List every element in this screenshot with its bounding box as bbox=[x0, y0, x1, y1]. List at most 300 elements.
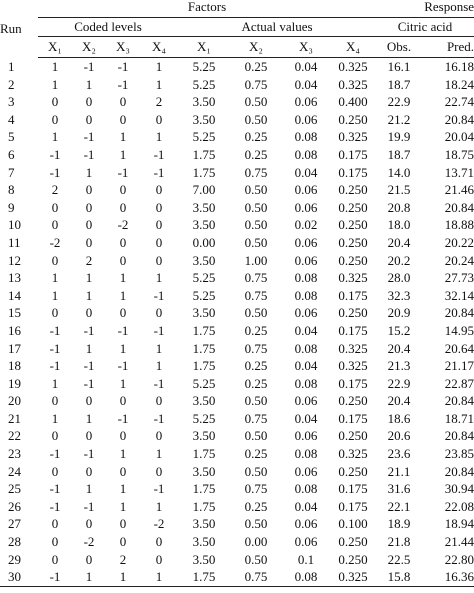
cell-actual-x2: 0.75 bbox=[244, 410, 268, 426]
cell-coded-x2: 0 bbox=[85, 217, 93, 233]
cell-coded-x2: 0 bbox=[85, 199, 93, 215]
table-row bbox=[0, 287, 474, 305]
cell-coded-x2: 0 bbox=[85, 111, 93, 127]
table-row bbox=[0, 199, 474, 217]
cell-actual-x3: 0.06 bbox=[294, 393, 318, 409]
cell-actual-x3: 0.08 bbox=[294, 340, 318, 356]
cell-actual-x3: 0.04 bbox=[294, 59, 318, 74]
cell-actual-x1: 5.25 bbox=[192, 270, 216, 286]
cell-actual-x2: 0.75 bbox=[244, 270, 268, 286]
cell-coded-x2: 1 bbox=[85, 76, 93, 92]
cell-actual-x3: 0.04 bbox=[294, 410, 318, 426]
cell-coded-x2: 1 bbox=[85, 481, 93, 497]
cell-predicted: 20.64 bbox=[444, 340, 474, 356]
cell-observed: 22.1 bbox=[387, 498, 411, 514]
cell-actual-x1: 0.00 bbox=[192, 234, 216, 250]
cell-coded-x1: 0 bbox=[51, 217, 59, 233]
cell-predicted: 20.84 bbox=[444, 463, 474, 479]
cell-coded-x1: -1 bbox=[49, 146, 61, 162]
cell-actual-x2: 0.25 bbox=[244, 146, 268, 162]
cell-predicted: 13.71 bbox=[444, 164, 474, 180]
cell-run-number: 10 bbox=[8, 217, 21, 233]
cell-predicted: 20.84 bbox=[444, 428, 474, 444]
cell-actual-x3: 0.04 bbox=[294, 358, 318, 374]
cell-coded-x2: 0 bbox=[85, 182, 93, 198]
cell-run-number: 8 bbox=[8, 182, 15, 198]
cell-coded-x3: -1 bbox=[117, 322, 129, 338]
table-row bbox=[0, 445, 474, 463]
cell-run-number: 7 bbox=[8, 164, 15, 180]
cell-observed: 28.0 bbox=[387, 270, 411, 286]
cell-actual-x1: 3.50 bbox=[192, 305, 216, 321]
cell-observed: 20.8 bbox=[387, 199, 411, 215]
cell-coded-x4: 1 bbox=[155, 270, 163, 286]
cell-coded-x2: -1 bbox=[83, 446, 95, 462]
cell-predicted: 32.14 bbox=[444, 287, 474, 303]
cell-predicted: 16.36 bbox=[422, 568, 474, 586]
table-row bbox=[0, 58, 474, 76]
cell-actual-x3: 0.06 bbox=[294, 463, 318, 479]
cell-coded-x2: -1 bbox=[83, 146, 95, 162]
cell-coded-x1: -1 bbox=[49, 358, 61, 374]
cell-actual-x1: 3.50 bbox=[192, 393, 216, 409]
table-row bbox=[0, 234, 474, 252]
cell-actual-x3: 0.06 bbox=[294, 305, 318, 321]
cell-actual-x1: 1.75 bbox=[178, 568, 230, 586]
cell-observed: 32.3 bbox=[387, 287, 411, 303]
cell-predicted: 14.95 bbox=[444, 322, 474, 338]
cell-predicted: 20.22 bbox=[444, 234, 474, 250]
cell-actual-x3: 0.06 bbox=[294, 199, 318, 215]
table-row bbox=[0, 357, 474, 375]
table-row bbox=[0, 392, 474, 410]
cell-actual-x2: 0.50 bbox=[244, 305, 268, 321]
cell-run-number: 13 bbox=[8, 270, 21, 286]
cell-coded-x3: 0 bbox=[119, 252, 127, 268]
cell-run-number: 1 bbox=[8, 58, 15, 74]
cell-coded-x3: 1 bbox=[119, 340, 127, 356]
cell-run-number: 3 bbox=[8, 94, 15, 110]
table-row bbox=[0, 216, 474, 234]
actual-values-header: Actual values bbox=[178, 18, 376, 37]
column-header-actual-x2: X₂ bbox=[230, 37, 282, 58]
table-row bbox=[0, 322, 474, 340]
cell-coded-x4: -2 bbox=[153, 516, 165, 532]
column-header-actual-x3: X₃ bbox=[282, 37, 330, 58]
cell-run-number: 23 bbox=[8, 446, 21, 462]
cell-coded-x3: 1 bbox=[119, 481, 127, 497]
cell-actual-x2: 0.50 bbox=[244, 463, 268, 479]
cell-coded-x2: 1 bbox=[85, 340, 93, 356]
cell-coded-x1: 1 bbox=[51, 287, 59, 303]
cell-actual-x4: 0.250 bbox=[338, 463, 368, 479]
cell-actual-x3: 0.1 bbox=[297, 551, 315, 567]
cell-coded-x4: 1 bbox=[155, 498, 163, 514]
cell-observed: 22.5 bbox=[387, 551, 411, 567]
table-row bbox=[0, 463, 474, 481]
table-row bbox=[0, 128, 474, 146]
cell-coded-x4: 0 bbox=[155, 305, 163, 321]
cell-coded-x4: -1 bbox=[153, 164, 165, 180]
table-row bbox=[0, 410, 474, 428]
cell-actual-x2: 1.00 bbox=[244, 252, 268, 268]
table-row bbox=[0, 340, 474, 358]
cell-run-number: 15 bbox=[8, 305, 21, 321]
table-row bbox=[0, 515, 474, 533]
cell-coded-x1: 0 bbox=[51, 463, 59, 479]
cell-run-number: 5 bbox=[8, 129, 15, 145]
cell-coded-x3: 0 bbox=[119, 111, 127, 127]
cell-predicted: 20.24 bbox=[444, 252, 474, 268]
cell-coded-x2: 0 bbox=[85, 463, 93, 479]
cell-actual-x2: 0.50 bbox=[244, 516, 268, 532]
cell-actual-x3: 0.08 bbox=[294, 146, 318, 162]
cell-run-number: 9 bbox=[8, 199, 15, 215]
cell-actual-x3: 0.08 bbox=[294, 270, 318, 286]
column-header-predicted: Pred. bbox=[422, 37, 474, 58]
cell-coded-x4: -1 bbox=[153, 375, 165, 391]
cell-coded-x3: -1 bbox=[117, 164, 129, 180]
cell-coded-x3: 0 bbox=[119, 305, 127, 321]
cell-actual-x4: 0.250 bbox=[338, 393, 368, 409]
cell-actual-x4: 0.175 bbox=[338, 164, 368, 180]
cell-actual-x2: 0.25 bbox=[244, 358, 268, 374]
run-header: Run bbox=[0, 20, 22, 36]
cell-predicted: 30.94 bbox=[444, 481, 474, 497]
cell-actual-x4: 0.175 bbox=[338, 322, 368, 338]
cell-predicted: 18.71 bbox=[444, 410, 474, 426]
cell-observed: 21.1 bbox=[387, 463, 411, 479]
cell-actual-x4: 0.250 bbox=[338, 305, 368, 321]
cell-coded-x2: 0 bbox=[85, 516, 93, 532]
cell-run-number: 21 bbox=[8, 410, 21, 426]
table-row bbox=[0, 568, 474, 586]
cell-coded-x4: 0 bbox=[155, 234, 163, 250]
cell-coded-x1: 0 bbox=[51, 252, 59, 268]
cell-predicted: 22.74 bbox=[444, 94, 474, 110]
cell-coded-x4: -1 bbox=[153, 287, 165, 303]
cell-actual-x4: 0.250 bbox=[338, 252, 368, 268]
cell-actual-x3: 0.06 bbox=[294, 94, 318, 110]
cell-actual-x3: 0.08 bbox=[294, 129, 318, 145]
response-header: Response bbox=[376, 0, 474, 18]
cell-actual-x4: 0.325 bbox=[330, 568, 376, 586]
cell-coded-x3: 1 bbox=[119, 446, 127, 462]
cell-coded-x3: 0 bbox=[119, 94, 127, 110]
cell-coded-x4: 0 bbox=[155, 252, 163, 268]
cell-actual-x3: 0.06 bbox=[294, 111, 318, 127]
cell-actual-x2: 0.50 bbox=[244, 111, 268, 127]
cell-coded-x1: -1 bbox=[49, 498, 61, 514]
cell-coded-x1: 1 bbox=[51, 410, 59, 426]
cell-coded-x4: -1 bbox=[153, 146, 165, 162]
cell-observed: 23.6 bbox=[387, 446, 411, 462]
cell-coded-x4: 1 bbox=[155, 358, 163, 374]
cell-coded-x2: 0 bbox=[85, 551, 93, 567]
cell-run-number: 28 bbox=[8, 534, 21, 550]
cell-coded-x3: -1 bbox=[117, 410, 129, 426]
cell-coded-x3: 2 bbox=[119, 551, 127, 567]
cell-coded-x1: 0 bbox=[51, 428, 59, 444]
cell-coded-x2: -1 bbox=[83, 129, 95, 145]
cell-observed: 20.6 bbox=[387, 428, 411, 444]
cell-actual-x2: 0.75 bbox=[244, 164, 268, 180]
cell-coded-x4: -1 bbox=[153, 481, 165, 497]
cell-predicted: 18.75 bbox=[444, 146, 474, 162]
cell-predicted: 22.08 bbox=[444, 498, 474, 514]
cell-coded-x4: 1 bbox=[155, 129, 163, 145]
cell-actual-x4: 0.250 bbox=[338, 182, 368, 198]
cell-coded-x1: 0 bbox=[51, 111, 59, 127]
cell-observed: 21.8 bbox=[387, 534, 411, 550]
cell-coded-x4: 0 bbox=[155, 428, 163, 444]
cell-coded-x1: 2 bbox=[51, 182, 59, 198]
cell-coded-x3: 1 bbox=[119, 129, 127, 145]
cell-actual-x2: 0.75 bbox=[244, 287, 268, 303]
cell-predicted: 23.85 bbox=[444, 446, 474, 462]
cell-coded-x4: 0 bbox=[155, 551, 163, 567]
cell-actual-x3: 0.08 bbox=[282, 568, 330, 586]
cell-coded-x1: 1 bbox=[51, 375, 59, 391]
cell-actual-x2: 0.50 bbox=[244, 182, 268, 198]
cell-actual-x2: 0.75 bbox=[230, 568, 282, 586]
cell-run-number: 22 bbox=[8, 428, 21, 444]
cell-actual-x1: 5.25 bbox=[192, 59, 216, 74]
cell-coded-x2: 1 bbox=[85, 270, 93, 286]
table-row bbox=[0, 427, 474, 445]
cell-actual-x4: 0.250 bbox=[338, 551, 368, 567]
cell-actual-x4: 0.325 bbox=[338, 358, 368, 374]
table-row bbox=[0, 498, 474, 516]
cell-predicted: 18.88 bbox=[444, 217, 474, 233]
cell-actual-x4: 0.325 bbox=[338, 446, 368, 462]
cell-predicted: 21.17 bbox=[444, 358, 474, 374]
cell-observed: 20.4 bbox=[387, 340, 411, 356]
cell-observed: 31.6 bbox=[387, 481, 411, 497]
cell-actual-x3: 0.04 bbox=[294, 76, 318, 92]
cell-actual-x4: 0.325 bbox=[338, 270, 368, 286]
cell-coded-x3: 0 bbox=[119, 393, 127, 409]
cell-observed: 18.7 bbox=[387, 76, 411, 92]
cell-actual-x4: 0.325 bbox=[338, 129, 368, 145]
table-row bbox=[0, 93, 474, 111]
cell-coded-x4: 1 bbox=[140, 568, 178, 586]
cell-predicted: 20.04 bbox=[444, 129, 474, 145]
cell-coded-x4: 0 bbox=[155, 393, 163, 409]
cell-run-number: 25 bbox=[8, 481, 21, 497]
cell-coded-x2: -1 bbox=[83, 322, 95, 338]
cell-coded-x4: 0 bbox=[155, 199, 163, 215]
cell-actual-x3: 0.06 bbox=[294, 182, 318, 198]
cell-coded-x2: 0 bbox=[85, 234, 93, 250]
cell-coded-x1: 1 bbox=[51, 129, 59, 145]
cell-coded-x4: 0 bbox=[155, 217, 163, 233]
cell-predicted: 16.18 bbox=[444, 59, 474, 74]
cell-actual-x2: 0.50 bbox=[244, 94, 268, 110]
cell-observed: 20.2 bbox=[387, 252, 411, 268]
cell-actual-x4: 0.250 bbox=[338, 428, 368, 444]
table-row bbox=[0, 181, 474, 199]
cell-run-number: 27 bbox=[8, 516, 21, 532]
cell-actual-x2: 0.50 bbox=[244, 217, 268, 233]
cell-coded-x3: 1 bbox=[119, 498, 127, 514]
cell-coded-x1: 1 bbox=[51, 59, 59, 74]
cell-predicted: 18.94 bbox=[444, 516, 474, 532]
cell-coded-x1: 0 bbox=[51, 305, 59, 321]
cell-run-number: 24 bbox=[8, 463, 21, 479]
cell-observed: 21.2 bbox=[387, 111, 411, 127]
cell-actual-x2: 0.50 bbox=[244, 199, 268, 215]
cell-coded-x4: 1 bbox=[155, 76, 163, 92]
citric-acid-header: Citric acid bbox=[376, 18, 474, 37]
cell-coded-x1: -1 bbox=[49, 446, 61, 462]
cell-actual-x1: 3.50 bbox=[192, 252, 216, 268]
cell-actual-x1: 3.50 bbox=[192, 199, 216, 215]
cell-actual-x1: 3.50 bbox=[192, 217, 216, 233]
cell-coded-x1: -1 bbox=[49, 164, 61, 180]
cell-coded-x3: -1 bbox=[117, 358, 129, 374]
cell-actual-x2: 0.50 bbox=[244, 234, 268, 250]
cell-coded-x3: 1 bbox=[119, 287, 127, 303]
cell-coded-x3: -2 bbox=[117, 217, 129, 233]
cell-coded-x4: 1 bbox=[155, 446, 163, 462]
cell-actual-x3: 0.08 bbox=[294, 287, 318, 303]
cell-observed: 21.3 bbox=[387, 358, 411, 374]
cell-coded-x3: 0 bbox=[119, 234, 127, 250]
cell-predicted: 20.84 bbox=[444, 393, 474, 409]
column-header-row bbox=[0, 37, 474, 58]
cell-coded-x3: 0 bbox=[119, 534, 127, 550]
cell-coded-x1: 0 bbox=[51, 393, 59, 409]
cell-coded-x4: -1 bbox=[153, 322, 165, 338]
cell-actual-x1: 1.75 bbox=[192, 498, 216, 514]
cell-coded-x1: 0 bbox=[51, 551, 59, 567]
cell-coded-x2: 0 bbox=[85, 94, 93, 110]
cell-run-number: 18 bbox=[8, 358, 21, 374]
table-body bbox=[0, 58, 474, 587]
cell-coded-x4: 0 bbox=[155, 463, 163, 479]
cell-observed: 14.0 bbox=[387, 164, 411, 180]
cell-observed: 19.9 bbox=[387, 129, 411, 145]
cell-actual-x2: 0.25 bbox=[244, 375, 268, 391]
cell-actual-x4: 0.175 bbox=[338, 146, 368, 162]
cell-actual-x1: 3.50 bbox=[192, 111, 216, 127]
cell-run-number: 29 bbox=[8, 551, 21, 567]
cell-predicted: 20.84 bbox=[444, 305, 474, 321]
cell-observed: 21.5 bbox=[387, 182, 411, 198]
cell-actual-x4: 0.175 bbox=[338, 481, 368, 497]
table-row bbox=[0, 76, 474, 94]
cell-predicted: 21.44 bbox=[444, 534, 474, 550]
cell-run-number: 30 bbox=[0, 568, 38, 586]
cell-actual-x2: 0.50 bbox=[244, 393, 268, 409]
cell-actual-x4: 0.175 bbox=[338, 375, 368, 391]
cell-actual-x3: 0.06 bbox=[294, 516, 318, 532]
column-header-coded-x1: X₁ bbox=[38, 37, 72, 58]
table-row bbox=[0, 551, 474, 569]
cell-coded-x3: -1 bbox=[117, 76, 129, 92]
cell-actual-x4: 0.250 bbox=[338, 199, 368, 215]
cell-actual-x4: 0.325 bbox=[338, 76, 368, 92]
table-row bbox=[0, 111, 474, 129]
cell-run-number: 11 bbox=[8, 234, 21, 250]
cell-actual-x1: 3.50 bbox=[192, 551, 216, 567]
cell-coded-x2: 2 bbox=[85, 252, 93, 268]
cell-coded-x1: -1 bbox=[49, 340, 61, 356]
cell-predicted: 22.87 bbox=[444, 375, 474, 391]
cell-coded-x1: -1 bbox=[38, 568, 72, 586]
table-row bbox=[0, 252, 474, 270]
cell-coded-x4: 0 bbox=[155, 111, 163, 127]
cell-run-number: 20 bbox=[8, 393, 21, 409]
cell-coded-x3: 0 bbox=[119, 428, 127, 444]
cell-actual-x2: 0.25 bbox=[244, 322, 268, 338]
cell-coded-x2: 1 bbox=[85, 410, 93, 426]
cell-run-number: 16 bbox=[8, 322, 21, 338]
cell-coded-x3: 1 bbox=[106, 568, 140, 586]
cell-actual-x3: 0.06 bbox=[294, 234, 318, 250]
cell-actual-x4: 0.175 bbox=[338, 287, 368, 303]
column-header-coded-x4: X₄ bbox=[140, 37, 178, 58]
column-header-actual-x4: X₄ bbox=[330, 37, 376, 58]
cell-run-number: 17 bbox=[8, 340, 21, 356]
table-row bbox=[0, 304, 474, 322]
cell-actual-x1: 1.75 bbox=[192, 146, 216, 162]
cell-coded-x3: 1 bbox=[119, 375, 127, 391]
cell-coded-x2: 0 bbox=[85, 428, 93, 444]
cell-actual-x1: 7.00 bbox=[192, 182, 216, 198]
cell-coded-x1: 1 bbox=[51, 270, 59, 286]
cell-actual-x2: 0.50 bbox=[244, 551, 268, 567]
cell-coded-x3: -1 bbox=[117, 59, 129, 74]
cell-coded-x1: 0 bbox=[51, 534, 59, 550]
cell-actual-x1: 5.25 bbox=[192, 375, 216, 391]
cell-coded-x3: 0 bbox=[119, 199, 127, 215]
cell-observed: 15.2 bbox=[387, 322, 411, 338]
cell-coded-x1: 0 bbox=[51, 94, 59, 110]
cell-predicted: 22.80 bbox=[444, 551, 474, 567]
table-row bbox=[0, 269, 474, 287]
cell-actual-x2: 0.25 bbox=[244, 59, 268, 74]
cell-actual-x3: 0.04 bbox=[294, 498, 318, 514]
cell-predicted: 20.84 bbox=[444, 111, 474, 127]
cell-actual-x4: 0.250 bbox=[338, 234, 368, 250]
cell-actual-x1: 3.50 bbox=[192, 428, 216, 444]
cell-coded-x2: -1 bbox=[83, 358, 95, 374]
cell-coded-x3: 1 bbox=[119, 270, 127, 286]
cell-actual-x3: 0.08 bbox=[294, 375, 318, 391]
cell-actual-x1: 5.25 bbox=[192, 287, 216, 303]
cell-actual-x4: 0.250 bbox=[338, 534, 368, 550]
cell-actual-x2: 0.25 bbox=[244, 129, 268, 145]
cell-run-number: 19 bbox=[8, 375, 21, 391]
table-row bbox=[0, 164, 474, 182]
cell-coded-x4: 2 bbox=[155, 94, 163, 110]
cell-actual-x2: 0.25 bbox=[244, 446, 268, 462]
cell-actual-x1: 3.50 bbox=[192, 463, 216, 479]
cell-actual-x2: 0.00 bbox=[244, 534, 268, 550]
cell-actual-x1: 1.75 bbox=[192, 340, 216, 356]
cell-actual-x1: 5.25 bbox=[192, 76, 216, 92]
cell-coded-x4: 0 bbox=[155, 534, 163, 550]
cell-coded-x4: 1 bbox=[155, 340, 163, 356]
cell-actual-x3: 0.08 bbox=[294, 481, 318, 497]
table-row bbox=[0, 533, 474, 551]
cell-actual-x3: 0.04 bbox=[294, 322, 318, 338]
cell-coded-x3: 0 bbox=[119, 182, 127, 198]
cell-observed: 16.1 bbox=[387, 59, 411, 74]
cell-actual-x1: 1.75 bbox=[192, 446, 216, 462]
